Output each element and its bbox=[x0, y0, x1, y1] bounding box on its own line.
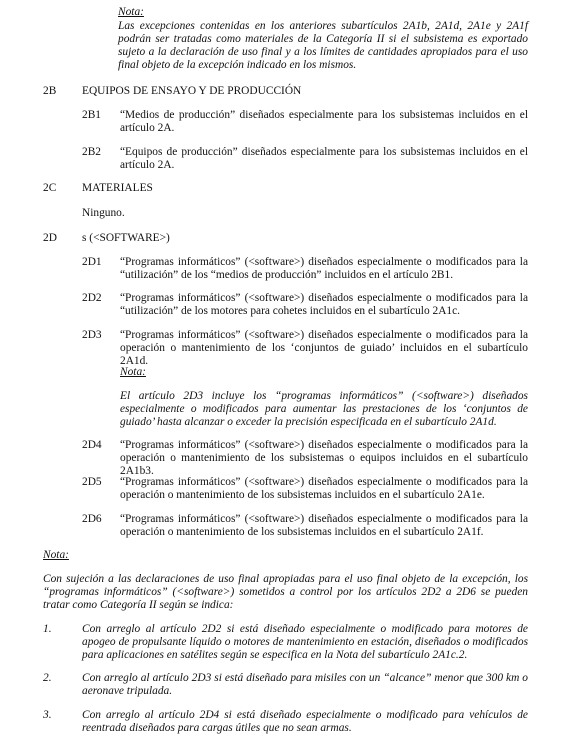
top-note-text: Las excepciones contenidas en los anteriores subartículos 2A1b, 2A1d, 2A1e y 2A1f podrán ser tratadas como materiales de la Categoría II si el subsistema es exportado sujeto a la declaración de uso final y a los límites de cantidades apropiados para el uso final objeto de la excepción indicado en los mismos. bbox=[118, 20, 528, 71]
item-2d1-code: 2D1 bbox=[82, 256, 102, 268]
section-2c-code: 2C bbox=[43, 182, 57, 194]
item-2b1-text: “Medios de producción” diseñados especialmente para los subsistemas incluidos en el artículo 2A. bbox=[120, 109, 528, 134]
section-2b-title: EQUIPOS DE ENSAYO Y DE PRODUCCIÓN bbox=[82, 85, 302, 97]
section-2d-note-text: El artículo 2D3 incluye los “programas informáticos” (<software>) diseñados especialmente o modificados para aumentar las prestaciones de los ‘conjuntos de guiado’ hasta alcanzar o exceder la precisión especificada en el subartículo 2A1d. bbox=[120, 390, 528, 428]
section-2b-code: 2B bbox=[43, 85, 57, 97]
bottom-list-2-text: Con arreglo al artículo 2D3 si está diseñado para misiles con un “alcance” menor que 300 km o aeronave tripulada. bbox=[82, 672, 528, 697]
item-2d4-code: 2D4 bbox=[82, 439, 102, 451]
bottom-note-intro: Con sujeción a las declaraciones de uso final apropiadas para el uso final objeto de la excepción, los “programas informáticos” (<software>) sometidos a control por los artículos 2D2 a 2D6 se pueden tratar como Categoría II según se indica: bbox=[43, 573, 528, 611]
item-2d6-code: 2D6 bbox=[82, 513, 102, 525]
item-2d2-text: “Programas informáticos” (<software>) diseñados especialmente o modificados para la “utilización” de los motores para cohetes incluidos en el subartículo 2A1c. bbox=[120, 292, 528, 317]
item-2d3-text: “Programas informáticos” (<software>) diseñados especialmente o modificados para la operación o mantenimiento de los ‘conjuntos de guiado’ incluidos en el subartículo 2A1d. bbox=[120, 329, 528, 367]
item-2d6-text: “Programas informáticos” (<software>) diseñados especialmente o modificados para la operación o mantenimiento de los subsistemas incluidos en el subartículo 2A1f. bbox=[120, 513, 528, 538]
bottom-list-3-num: 3. bbox=[43, 709, 52, 721]
item-2b2-text: “Equipos de producción” diseñados especialmente para los subsistemas incluidos en el artículo 2A. bbox=[120, 146, 528, 171]
section-2d-code: 2D bbox=[43, 232, 57, 244]
section-2c-body: Ninguno. bbox=[82, 207, 125, 219]
bottom-list-1-text: Con arreglo al artículo 2D2 si está diseñado especialmente o modificado para motores de apogeo de propulsante líquido o motores de mantenimiento en estación, diseñados o modificados para aplicaciones en satélites según se especifica en la Nota del subartículo 2A1c.2. bbox=[82, 623, 528, 661]
item-2d1-text: “Programas informáticos” (<software>) diseñados especialmente o modificados para la “utilización” de los “medios de producción” incluidos en el artículo 2B1. bbox=[120, 256, 528, 281]
item-2d3-code: 2D3 bbox=[82, 329, 102, 341]
item-2d5-code: 2D5 bbox=[82, 476, 102, 488]
top-note-label: Nota: bbox=[118, 6, 144, 18]
section-2c-title: MATERIALES bbox=[82, 182, 153, 194]
bottom-list-1-num: 1. bbox=[43, 623, 52, 635]
item-2d2-code: 2D2 bbox=[82, 292, 102, 304]
item-2b1-code: 2B1 bbox=[82, 109, 101, 121]
bottom-list-3-text: Con arreglo al artículo 2D4 si está diseñado especialmente o modificado para vehículos de reentrada diseñados para cargas útiles que no sean armas. bbox=[82, 709, 528, 734]
item-2b2-code: 2B2 bbox=[82, 146, 101, 158]
bottom-note-label: Nota: bbox=[43, 549, 69, 561]
section-2d-title: s (<SOFTWARE>) bbox=[82, 232, 170, 244]
item-2d4-text: “Programas informáticos” (<software>) diseñados especialmente o modificados para la operación o mantenimiento de los subsistemas o equipos incluidos en el subartículo 2A1b3. bbox=[120, 439, 528, 477]
bottom-list-2-num: 2. bbox=[43, 672, 52, 684]
item-2d5-text: “Programas informáticos” (<software>) diseñados especialmente o modificados para la operación o mantenimiento de los subsistemas incluidos en el subartículo 2A1e. bbox=[120, 476, 528, 501]
section-2d-note-label: Nota: bbox=[120, 366, 146, 378]
